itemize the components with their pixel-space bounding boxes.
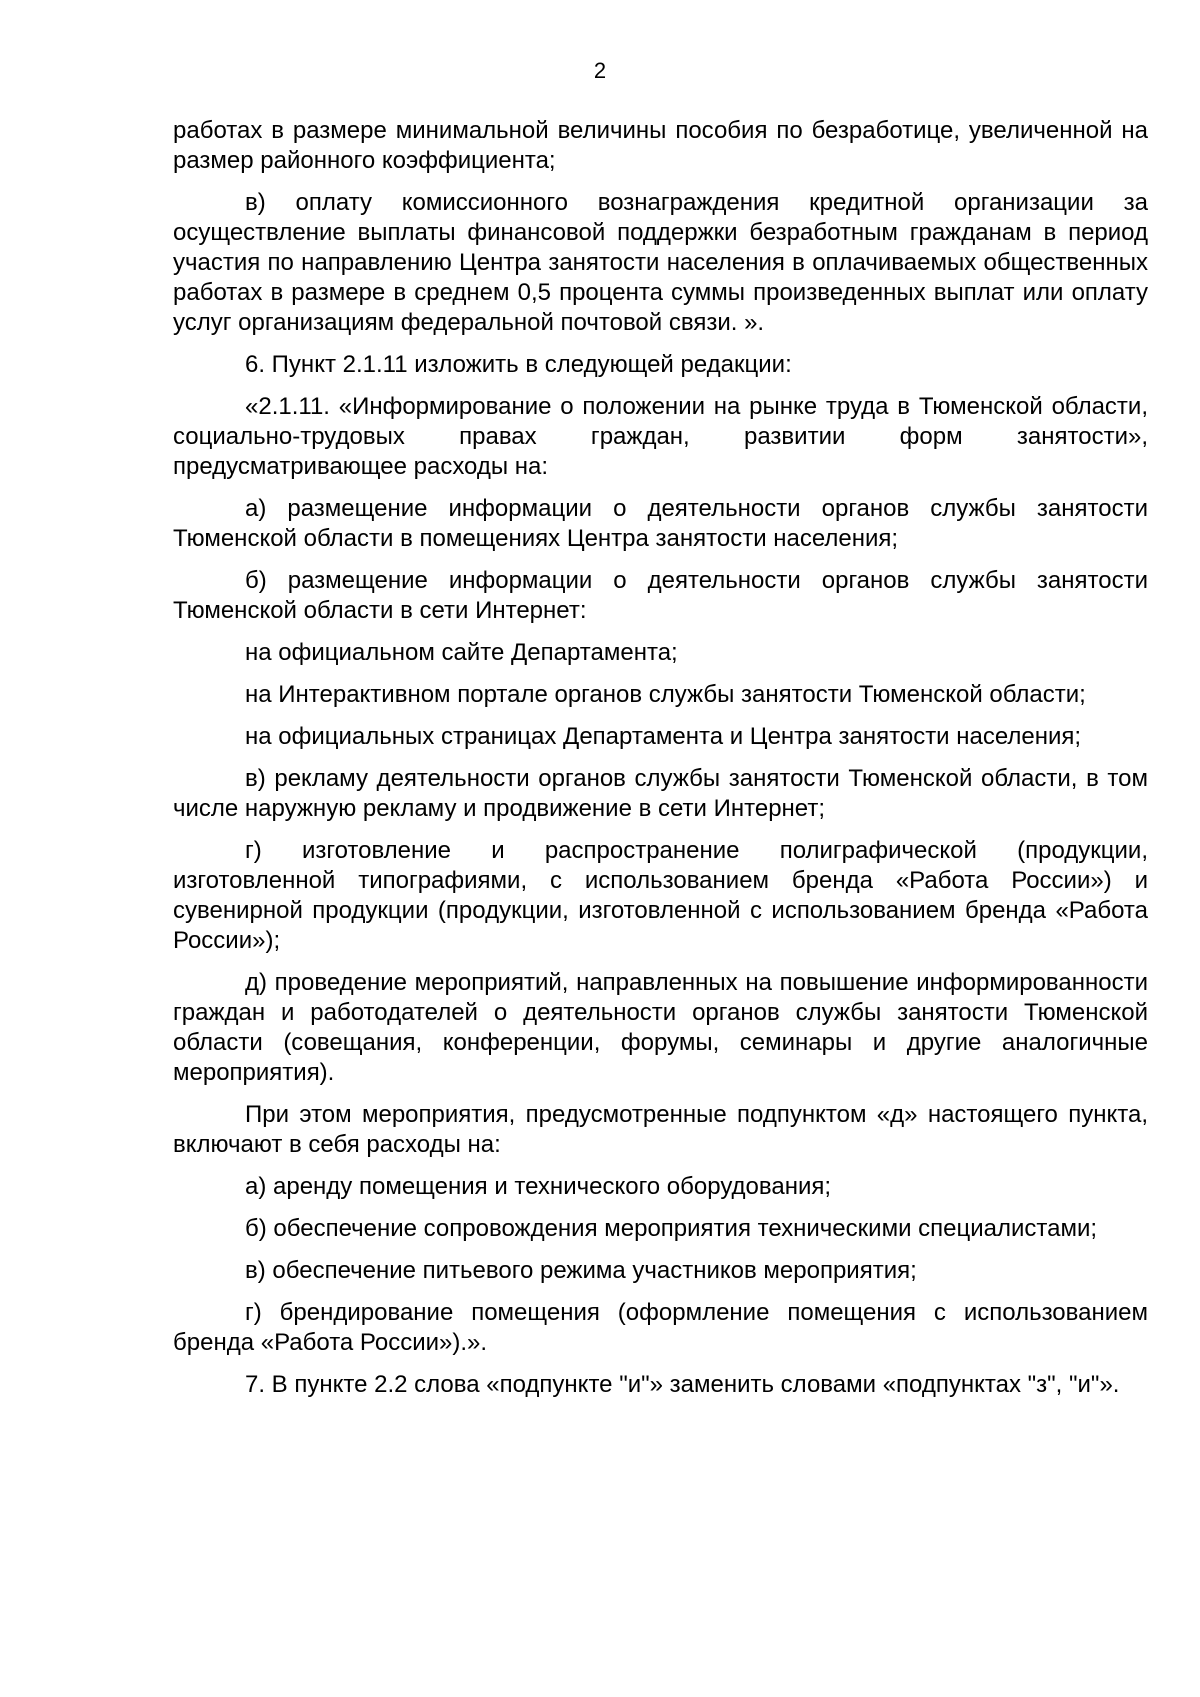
paragraph: г) изготовление и распространение полиграфической (продукции, изготовленной типографиями, с использованием бренда «Работа России») и сувенирной продукции (продукции, изготовленной с использованием бренда «Работа России»); [173, 837, 1148, 954]
paragraph: на официальных страницах Департамента и Центра занятости населения; [245, 723, 1082, 750]
paragraph: «2.1.11. «Информирование о положении на рынке труда в Тюменской области, социально-трудовых правах граждан, развитии форм занятости», предусматривающее расходы на: [173, 393, 1148, 480]
paragraph: б) обеспечение сопровождения мероприятия техническими специалистами; [245, 1215, 1098, 1242]
paragraph: на официальном сайте Департамента; [245, 639, 678, 666]
paragraph: в) рекламу деятельности органов службы занятости Тюменской области, в том числе наружную рекламу и продвижение в сети Интернет; [173, 765, 1148, 822]
paragraph: 7. В пункте 2.2 слова «подпункте "и"» заменить словами «подпунктах "з", "и"». [245, 1371, 1120, 1398]
paragraph: в) обеспечение питьевого режима участников мероприятия; [245, 1257, 917, 1284]
paragraph: д) проведение мероприятий, направленных на повышение информированности граждан и работодателей о деятельности органов службы занятости Тюменской области (совещания, конференции, форумы, семинары и другие аналогичные мероприятия). [173, 969, 1148, 1086]
document-body [173, 116, 1148, 1412]
paragraph: а) размещение информации о деятельности органов службы занятости Тюменской области в помещениях Центра занятости населения; [173, 495, 1148, 552]
paragraph: а) аренду помещения и технического оборудования; [245, 1173, 832, 1200]
paragraph: работах в размере минимальной величины пособия по безработице, увеличенной на размер районного коэффициента; [173, 117, 1148, 174]
paragraph: на Интерактивном портале органов службы занятости Тюменской области; [245, 681, 1086, 708]
page-number: 2 [593, 58, 607, 83]
paragraph: При этом мероприятия, предусмотренные подпунктом «д» настоящего пункта, включают в себя расходы на: [173, 1101, 1148, 1158]
paragraph: 6. Пункт 2.1.11 изложить в следующей редакции: [245, 351, 792, 378]
paragraph: б) размещение информации о деятельности органов службы занятости Тюменской области в сети Интернет: [173, 567, 1148, 624]
paragraph: в) оплату комиссионного вознаграждения кредитной организации за осуществление выплаты финансовой поддержки безработным гражданам в период участия по направлению Центра занятости населения в оплачиваемых общественных работах в размере в среднем 0,5 процента суммы произведенных выплат или оплату услуг организациям федеральной почтовой связи. ». [173, 189, 1148, 336]
paragraph: г) брендирование помещения (оформление помещения с использованием бренда «Работа России»).». [173, 1299, 1148, 1356]
